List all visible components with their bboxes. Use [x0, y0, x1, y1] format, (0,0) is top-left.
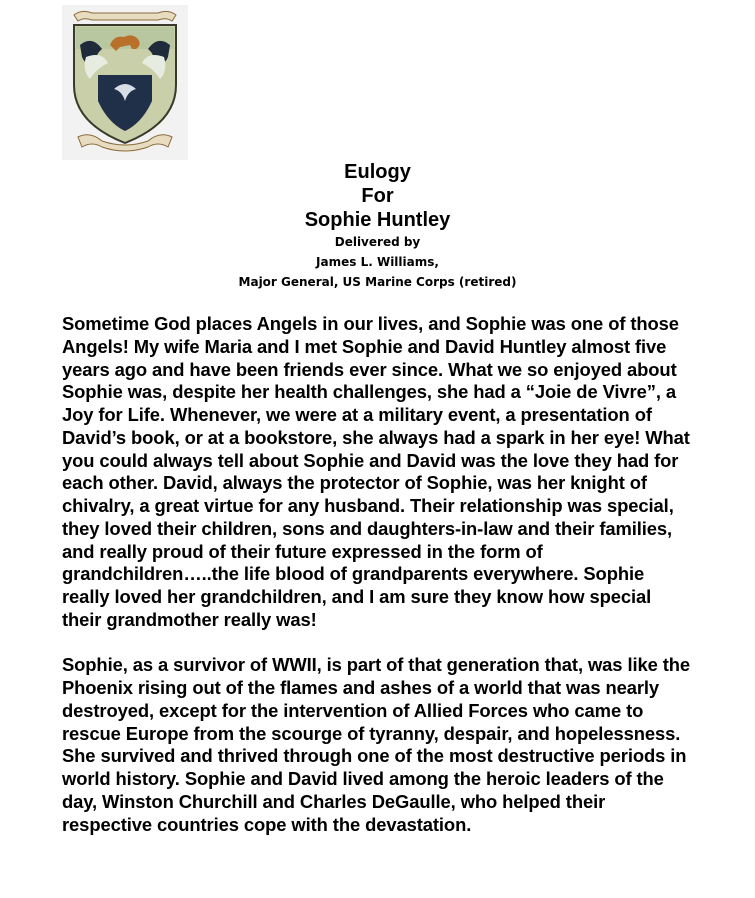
title-block	[0, 160, 755, 292]
crest-graphic	[62, 5, 188, 160]
delivered-by: Delivered by	[334, 235, 421, 249]
title-eulogy: Eulogy	[344, 161, 411, 183]
title-for: For	[361, 185, 394, 207]
coat-of-arms-icon	[62, 5, 188, 160]
speaker-name: James L. Williams,	[316, 255, 439, 269]
paragraph-2: Sophie, as a survivor of WWII, is part of that generation that, was like the Phoenix rising out of the flames and ashes of a world that was nearly destroyed, except for the intervention of Allied Forces who came to rescue Europe from the scourge of tyranny, despair, and hopelessness. She survived and thrived through one of the most destructive periods in world history. Sophie and David lived among the heroic leaders of the day, Winston Churchill and Charles DeGaulle, who helped their respective countries cope with the devastation.	[62, 654, 691, 835]
title-name: Sophie Huntley	[304, 209, 451, 231]
eulogy-body	[62, 313, 694, 836]
speaker-rank: Major General, US Marine Corps (retired)	[238, 275, 517, 289]
paragraph-1: Sometime God places Angels in our lives, and Sophie was one of those Angels! My wife Maria and I met Sophie and David Huntley almost five years ago and have been friends ever since. What we so enjoyed about Sophie was, despite her health challenges, she had a “Joie de Vivre”, a Joy for Life. Whenever, we were at a military event, a presentation of David’s book, or at a bookstore, she always had a spark in her eye! What you could always tell about Sophie and David was the love they had for each other. David, always the protector of Sophie, was her knight of chivalry, a great virtue for any husband. Their relationship was special, they loved their children, sons and daughters-in-law and their families, and really proud of their future expressed in the form of grandchildren…..the life blood of grandparents everywhere. Sophie really loved her grandchildren, and I am sure they know how special their grandmother really was!	[62, 313, 690, 630]
